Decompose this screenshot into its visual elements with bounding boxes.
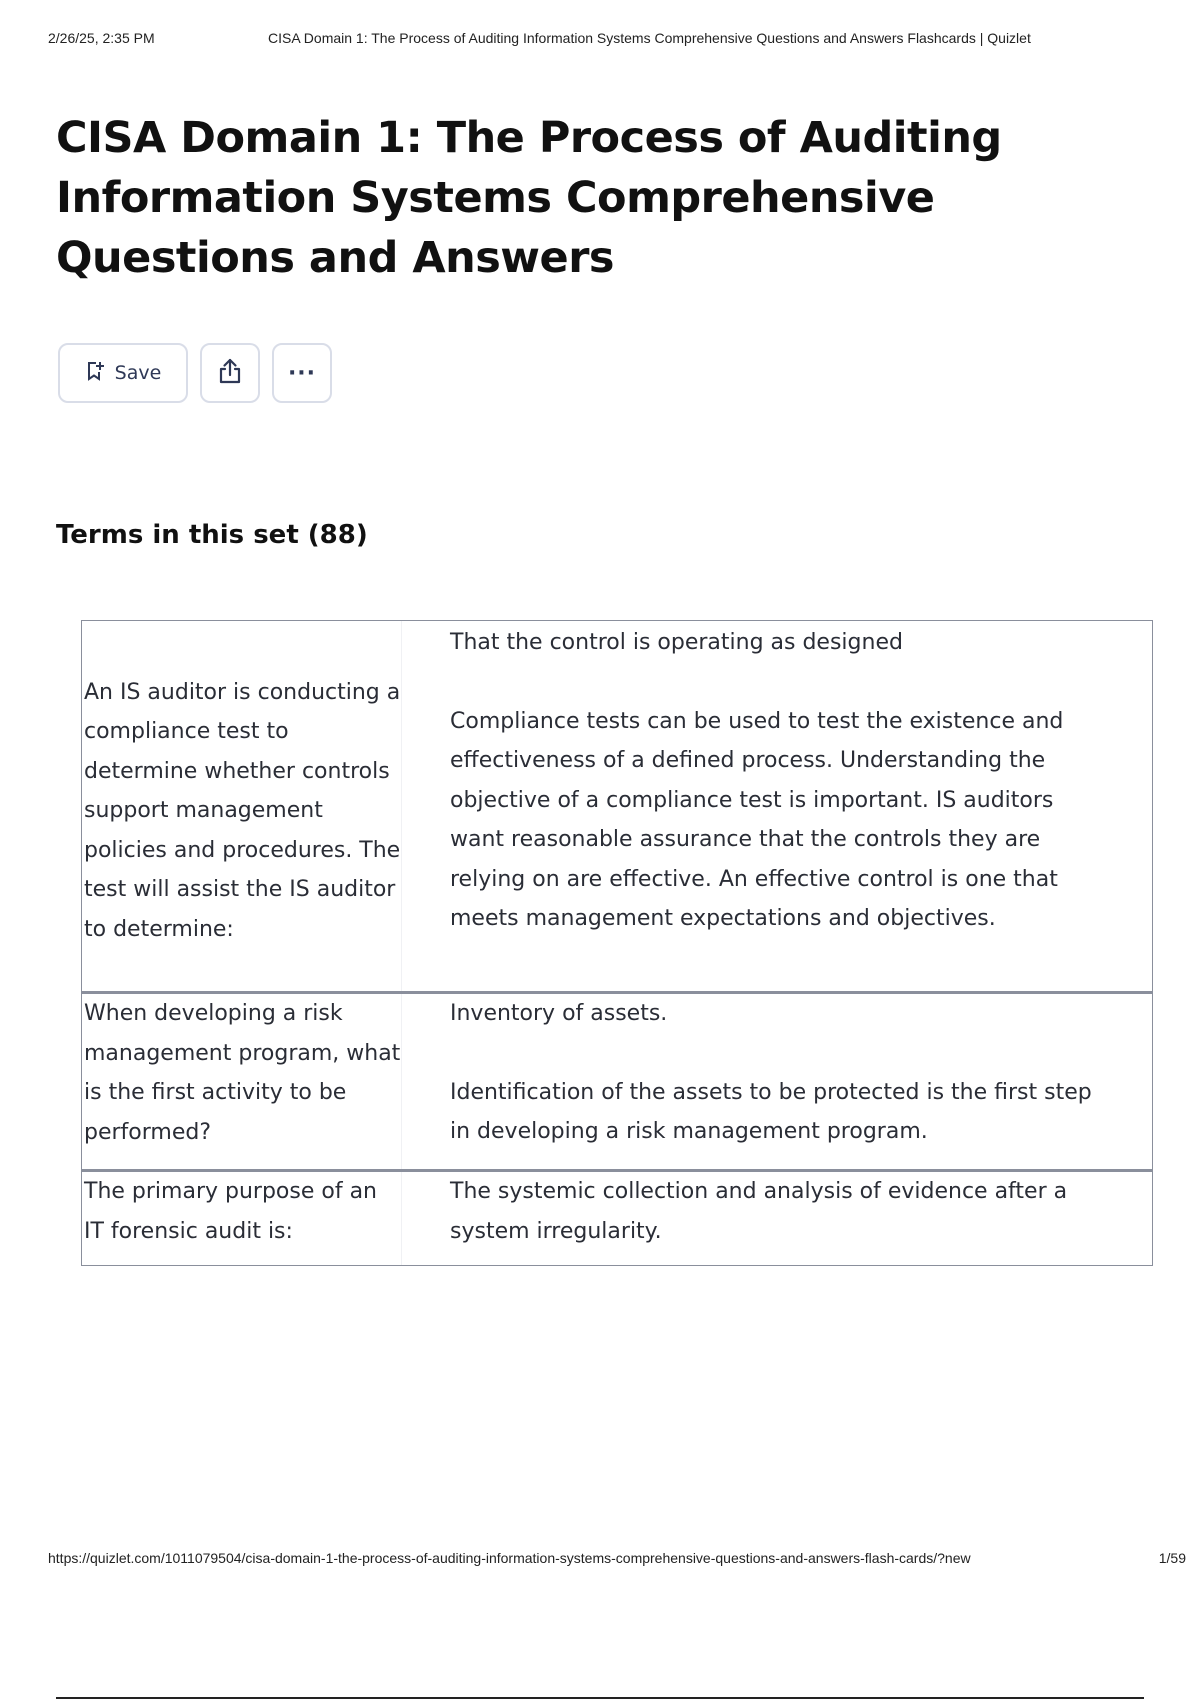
terms-heading: Terms in this set (88) [56, 520, 368, 550]
term-definition [402, 994, 1152, 1169]
definition-answer: The systemic collection and analysis of evidence after a system irregularity. [450, 1179, 1068, 1244]
save-label: Save [114, 362, 162, 384]
term-question: An IS auditor is conducting a compliance test to determine whether controls support management policies and procedures. The test will assist the IS auditor to determine: [82, 621, 402, 991]
more-options-icon: ··· [287, 360, 317, 386]
definition-explanation: Compliance tests can be used to test the existence and effectiveness of a defined process. Understanding the objective of a compliance test is important. IS auditors want reasonable assurance that the controls they are relying on are effective. An effective control is one that meets management expectations and objectives. [450, 708, 1064, 931]
definition-explanation: Identification of the assets to be protected is the first step in developing a risk management program. [450, 1079, 1092, 1144]
print-doc-title: CISA Domain 1: The Process of Auditing Information Systems Comprehensive Questions and Answers Flashcards | Quizlet [268, 30, 1031, 46]
term-question: The primary purpose of an IT forensic audit is: [82, 1172, 402, 1265]
print-date: 2/26/25, 2:35 PM [48, 30, 155, 46]
share-button[interactable] [200, 343, 260, 403]
term-definition [402, 621, 1152, 991]
footer-page-number: 1/59 [1158, 1550, 1186, 1566]
term-question: When developing a risk management program, what is the first activity to be performed? [82, 994, 402, 1169]
term-row [82, 1169, 1152, 1265]
more-options-button[interactable] [272, 343, 332, 403]
share-icon [217, 357, 243, 389]
set-actions [58, 343, 332, 403]
definition-answer: That the control is operating as designed [450, 630, 903, 655]
definition-answer: Inventory of assets. [450, 1001, 668, 1026]
term-definition [402, 1172, 1152, 1265]
page-divider [56, 1697, 1144, 1699]
footer-url: https://quizlet.com/1011079504/cisa-domain-1-the-process-of-auditing-information-systems-comprehensive-questions-and-answers-flash-cards/?new [48, 1550, 971, 1566]
page-title: CISA Domain 1: The Process of Auditing Information Systems Comprehensive Questions and Answers [56, 113, 1002, 283]
term-row [82, 991, 1152, 1169]
terms-table [81, 620, 1153, 1266]
bookmark-add-icon [85, 360, 105, 387]
term-row [82, 621, 1152, 991]
save-button[interactable] [58, 343, 188, 403]
print-header [48, 30, 1152, 50]
